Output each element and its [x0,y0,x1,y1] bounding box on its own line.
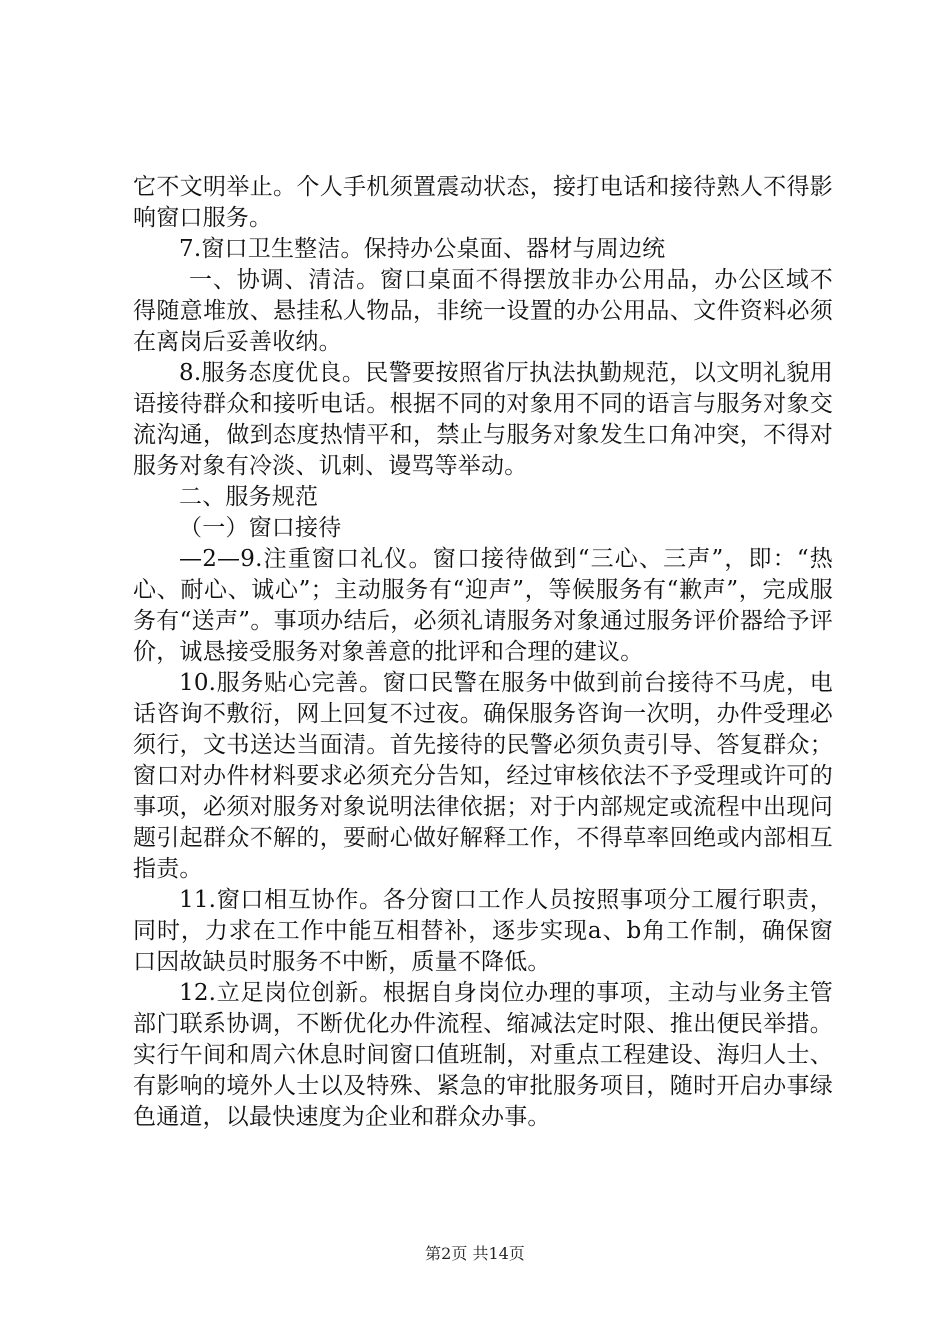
paragraph-10: 12.立足岗位创新。根据自身岗位办理的事项，主动与业务主管部门联系协调，不断优化办件流程、缩减法定时限、推出便民举措。实行午间和周六休息时间窗口值班制，对重点工程建设、海归人士、有影响的境外人士以及特殊、紧急的审批服务项目，随时开启办事绿色通道，以最快速度为企业和群众办事。 [133,980,833,1130]
paragraph-4: 8.服务态度优良。民警要按照省厅执法执勤规范，以文明礼貌用语接待群众和接听电话。根据不同的对象用不同的语言与服务对象交流沟通，做到态度热情平和，禁止与服务对象发生口角冲突，不得对服务对象有冷淡、讥刺、谩骂等举动。 [133,360,833,479]
document-body [133,172,833,1133]
paragraph-2: 7.窗口卫生整洁。保持办公桌面、器材与周边统 [179,236,666,262]
paragraph-7: —2—9.注重窗口礼仪。窗口接待做到“三心、三声”，即：“热心、耐心、诚心”；主动服务有“迎声”，等候服务有“歉声”，完成服务有“送声”。事项办结后，必须礼请服务对象通过服务评价器给予评价，诚恳接受服务对象善意的批评和合理的建议。 [133,546,833,665]
subsection-heading-window-reception: （一）窗口接待 [179,515,342,541]
paragraph-1: 它不文明举止。个人手机须置震动状态，接打电话和接待熟人不得影响窗口服务。 [133,174,833,231]
paragraph-8: 10.服务贴心完善。窗口民警在服务中做到前台接待不马虎，电话咨询不敷衍，网上回复不过夜。确保服务咨询一次明，办件受理必须行，文书送达当面清。首先接待的民警必须负责引导、答复群众；窗口对办件材料要求必须充分告知，经过审核依法不予受理或许可的事项，必须对服务对象说明法律依据；对于内部规定或流程中出现问题引起群众不解的，要耐心做好解释工作，不得草率回绝或内部相互指责。 [133,670,833,882]
section-heading-service-standards: 二、服务规范 [179,484,319,510]
page-footer: 第2页 共14页 [425,1244,525,1263]
paragraph-9: 11.窗口相互协作。各分窗口工作人员按照事项分工履行职责，同时，力求在工作中能互相替补，逐步实现a、b角工作制，确保窗口因故缺员时服务不中断，质量不降低。 [133,887,833,975]
paragraph-3: 一、协调、清洁。窗口桌面不得摆放非办公用品，办公区域不得随意堆放、悬挂私人物品，非统一设置的办公用品、文件资料必须在离岗后妥善收纳。 [133,267,833,355]
